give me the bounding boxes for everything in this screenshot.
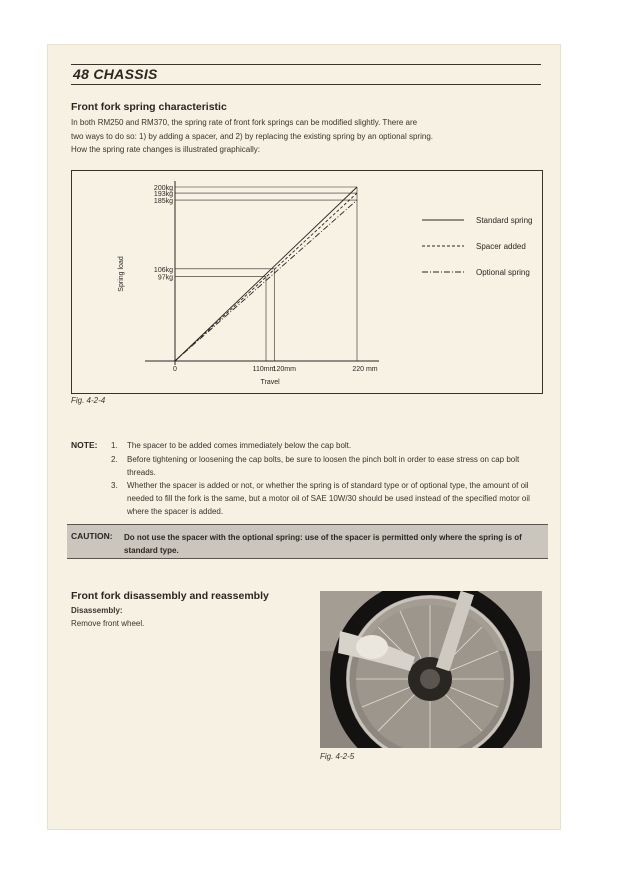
y-tick-label: 97kg <box>157 274 173 282</box>
note-text: Whether the spacer is added or not, or whether the spring is of standard type or of optional type, the amount of oil needed to fill the fork is the same, but a motor oil of SAE 10W/30 should be used instead of the specified motor oil where the spacer is added. <box>127 481 530 516</box>
front-wheel-photo <box>320 591 542 748</box>
section-title-disassembly: Front fork disassembly and reassembly <box>71 590 269 602</box>
legend-label: Spacer added <box>476 242 526 251</box>
intro-line-3: How the spring rate changes is illustrated graphically: <box>71 145 260 154</box>
y-axis-title: Spring load <box>118 256 125 292</box>
caution-label: CAUTION: <box>71 531 113 541</box>
wheel-photo-illustration <box>320 591 542 748</box>
disassembly-subtitle: Disassembly: <box>71 606 123 615</box>
note-label: NOTE: <box>71 440 98 450</box>
header-top-rule <box>71 64 541 65</box>
note-number: 3. <box>111 481 118 491</box>
x-tick-label: 110mm <box>252 366 276 373</box>
intro-line-2: two ways to do so: 1) by adding a spacer, and 2) by replacing the existing spring by an optional spring. <box>71 131 433 141</box>
spring-rate-chart <box>72 171 542 393</box>
legend-label: Optional spring <box>476 268 530 277</box>
note-item <box>111 440 541 453</box>
y-tick-label: 200kg <box>153 185 173 192</box>
y-tick-label: 193kg <box>153 191 173 199</box>
disassembly-instruction: Remove front wheel. <box>71 619 145 628</box>
y-tick-label: 106kg <box>153 266 173 274</box>
page-header-title: 48 CHASSIS <box>73 66 158 82</box>
y-tick-label: 185kg <box>153 198 173 206</box>
note-number: 2. <box>111 454 118 464</box>
figure-caption-4-2-4: Fig. 4-2-4 <box>71 396 106 405</box>
section-title-spring-characteristic: Front fork spring characteristic <box>71 101 227 113</box>
x-axis-title: Travel <box>260 379 280 386</box>
note-number: 1. <box>111 441 118 450</box>
note-item <box>111 480 541 518</box>
x-tick-label: 220 mm <box>352 366 378 373</box>
section-intro-paragraph <box>71 116 541 157</box>
legend-label: Standard spring <box>476 216 533 225</box>
note-item <box>111 454 541 480</box>
spring-chart-frame <box>71 170 543 394</box>
manual-page <box>47 44 561 830</box>
note-text: Before tightening or loosening the cap bolts, be sure to loosen the pinch bolt in order to ease stress on cap bolt threads. <box>127 454 520 477</box>
x-tick-label: 120mm <box>272 366 296 373</box>
figure-caption-4-2-5: Fig. 4-2-5 <box>320 752 355 761</box>
caution-box <box>67 524 548 559</box>
intro-line-1: In both RM250 and RM370, the spring rate of front fork springs can be modified slightly. There are <box>71 118 418 127</box>
note-list <box>111 440 541 520</box>
header-bottom-rule <box>71 84 541 85</box>
caution-text: Do not use the spacer with the optional spring: use of the spacer is permitted only where the spring is of standard type. <box>124 533 522 555</box>
note-text: The spacer to be added comes immediately below the cap bolt. <box>127 441 352 450</box>
x-tick-label: 0 <box>173 366 177 373</box>
